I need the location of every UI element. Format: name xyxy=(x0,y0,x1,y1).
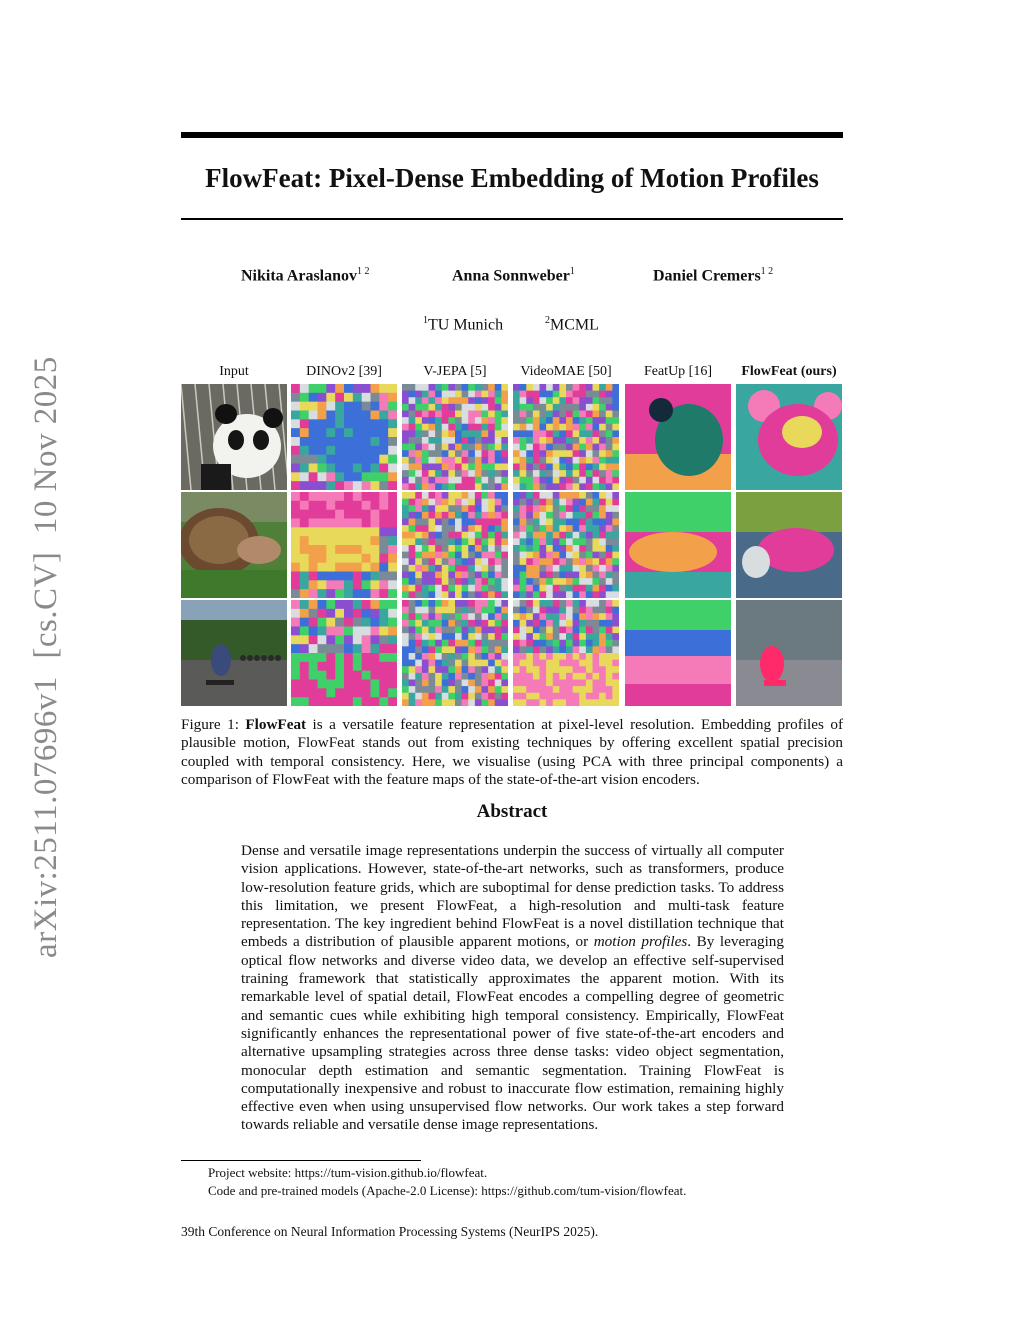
author-name: Daniel Cremers xyxy=(653,267,761,285)
column-header-input: Input xyxy=(219,364,249,379)
arxiv-stamp: arXiv:2511.07696v1 [cs.CV] 10 Nov 2025 xyxy=(28,356,64,958)
figure-cell-panda-flowfeat xyxy=(736,384,842,490)
author-3 xyxy=(653,266,773,285)
author-affil-mark: 1 xyxy=(569,266,575,277)
figure-cell-panda-input xyxy=(181,384,287,490)
abstract-body xyxy=(241,842,784,1135)
figure-cell-panda-videomae xyxy=(513,384,619,490)
column-header-videomae: VideoMAE [50] xyxy=(520,364,612,379)
affil-mark: 2 xyxy=(545,315,550,326)
footnote-rule xyxy=(181,1160,421,1161)
footnote-code: Code and pre-trained models (Apache-2.0 License): https://github.com/tum-vision/flowfeat. xyxy=(208,1183,687,1198)
author-2 xyxy=(452,266,575,285)
caption-bold: FlowFeat xyxy=(245,716,307,733)
abstract-emphasis: motion profiles xyxy=(593,933,688,951)
affil-mark: 1 xyxy=(423,315,428,326)
author-affil-mark: 1 2 xyxy=(357,266,370,277)
affiliation-1 xyxy=(423,315,503,334)
paper-title: FlowFeat: Pixel-Dense Embedding of Motion Profiles xyxy=(205,163,819,193)
column-header-vjepa: V-JEPA [5] xyxy=(423,364,487,379)
column-header-flowfeat: FlowFeat (ours) xyxy=(741,364,837,379)
title-top-rule xyxy=(181,132,843,138)
author-affil-mark: 1 2 xyxy=(760,266,774,277)
figure-cell-skateboarder-input xyxy=(181,600,287,706)
footnote-project-website: Project website: https://tum-vision.github.io/flowfeat. xyxy=(208,1165,488,1180)
venue-footer: 39th Conference on Neural Information Processing Systems (NeurIPS 2025). xyxy=(181,1224,599,1239)
figure-cell-skateboarder-flowfeat xyxy=(736,600,842,706)
caption-text: is a versatile feature representation at pixel-level resolution. Embedding profiles of plausible motion, FlowFeat stands out from existing techniques by offering excellent spatial precision coupled with temporal consistency. Here, we visualise (using PCA with three principal components) a comparison of FlowFeat with the feature maps of the state-of-the-art vision encoders. xyxy=(181,716,844,788)
figure-cell-skateboarder-featup xyxy=(625,600,731,706)
figure-cell-tortoise-vjepa xyxy=(402,492,508,598)
author-name: Anna Sonnweber xyxy=(452,267,570,285)
column-header-featup: FeatUp [16] xyxy=(643,364,713,379)
affil-name: MCML xyxy=(550,316,599,334)
figure-cell-panda-vjepa xyxy=(402,384,508,490)
abstract-part-2: . By leveraging optical flow networks and diverse video data, we develop an effective self-supervised training framework that statistically approximates the apparent motion. With its remarkable level of spatial detail, FlowFeat encodes a compelling degree of geometric and semantic cues while exhibiting high temporal consistency. Empirically, FlowFeat significantly enhances the representational power of five state-of-the-art encoders and alternative upsampling strategies across three dense tasks: video object segmentation, monocular depth estimation and semantic segmentation. Training FlowFeat is computationally inexpensive and robust to inaccurate flow estimation, remaining highly effective even when using unsupervised flow networks. Our work takes a step forward towards reliable and versatile dense image representations. xyxy=(241,933,784,1134)
figure-cell-panda-featup xyxy=(625,384,731,490)
figure-cell-skateboarder-videomae xyxy=(513,600,619,706)
figure-cell-skateboarder-vjepa xyxy=(402,600,508,706)
figure-cell-tortoise-flowfeat xyxy=(736,492,842,598)
figure-cell-panda-dinov2 xyxy=(291,384,397,490)
affil-name: TU Munich xyxy=(428,316,504,334)
abstract-part-1: Dense and versatile image representations underpin the success of virtually all computer vision applications. However, state-of-the-art networks, such as transformers, produce low-resolution feature grids, which are suboptimal for dense prediction tasks. To address this limitation, we present FlowFeat, a high-resolution and multi-task feature representation. The key ingredient behind FlowFeat is a novel distillation technique that embeds a distribution of plausible apparent motions, or xyxy=(241,842,784,951)
author-1 xyxy=(241,266,370,285)
figure-cell-tortoise-input xyxy=(181,492,287,598)
figure-cell-tortoise-dinov2 xyxy=(291,492,397,598)
affiliation-2 xyxy=(545,315,599,334)
figure-caption xyxy=(181,716,843,789)
author-name: Nikita Araslanov xyxy=(241,267,358,285)
abstract-heading: Abstract xyxy=(476,801,548,822)
column-header-dinov2: DINOv2 [39] xyxy=(306,364,382,379)
figure-cell-skateboarder-dinov2 xyxy=(291,600,397,706)
figure-cell-tortoise-featup xyxy=(625,492,731,598)
caption-label: Figure 1: xyxy=(181,716,239,733)
title-bottom-rule xyxy=(181,218,843,220)
figure-cell-tortoise-videomae xyxy=(513,492,619,598)
